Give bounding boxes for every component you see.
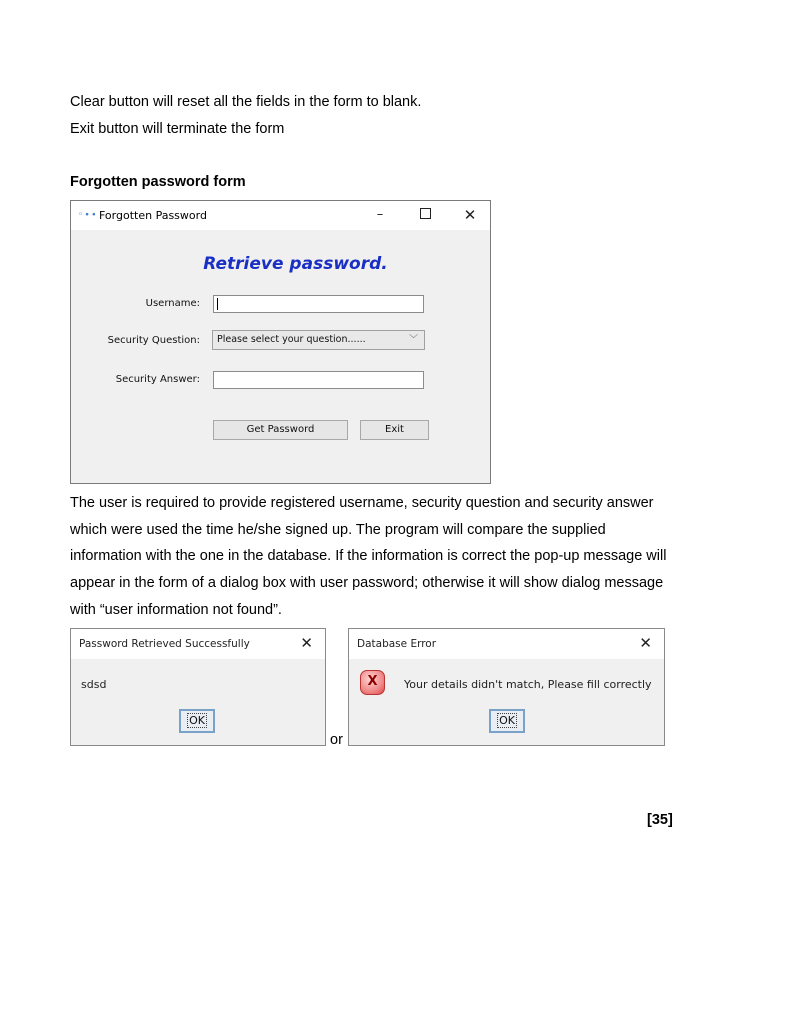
description-line-1: The user is required to provide registered username, security question and security answer bbox=[70, 495, 654, 511]
success-dialog bbox=[70, 628, 326, 746]
error-icon: X bbox=[360, 670, 385, 695]
close-icon[interactable]: ✕ bbox=[639, 634, 652, 652]
description-line-5: with “user information not found”. bbox=[70, 602, 282, 618]
text-caret bbox=[217, 298, 218, 310]
intro-line-2: Exit button will terminate the form bbox=[70, 121, 285, 137]
security-answer-label: Security Answer: bbox=[115, 374, 200, 385]
success-ok-button[interactable]: OK bbox=[179, 709, 215, 733]
success-dialog-titlebar bbox=[71, 629, 325, 659]
description-line-2: which were used the time he/she signed up. The program will compare the supplied bbox=[70, 522, 606, 538]
close-icon[interactable]: ✕ bbox=[300, 634, 313, 652]
security-answer-input[interactable] bbox=[213, 371, 424, 389]
exit-button[interactable]: Exit bbox=[360, 420, 429, 440]
window-title: Forgotten Password bbox=[99, 209, 207, 222]
maximize-button[interactable] bbox=[410, 205, 440, 225]
section-heading: Forgotten password form bbox=[70, 174, 246, 190]
description-line-3: information with the one in the database. If the information is correct the pop-up message will bbox=[70, 548, 667, 564]
or-text: or bbox=[330, 732, 343, 748]
java-icon: ◦∙∙ bbox=[78, 210, 98, 220]
success-dialog-title: Password Retrieved Successfully bbox=[79, 638, 250, 650]
marks-label: [35] bbox=[647, 812, 673, 828]
description-line-4: appear in the form of a dialog box with user password; otherwise it will show dialog message bbox=[70, 575, 664, 591]
error-dialog-titlebar bbox=[349, 629, 664, 659]
security-question-value: Please select your question...... bbox=[217, 334, 366, 345]
error-dialog bbox=[348, 628, 665, 746]
close-button[interactable]: ✕ bbox=[463, 206, 477, 224]
error-dialog-title: Database Error bbox=[357, 638, 437, 650]
chevron-down-icon: ﹀ bbox=[408, 335, 418, 345]
intro-line-1: Clear button will reset all the fields in the form to blank. bbox=[70, 94, 422, 110]
form-heading: Retrieve password. bbox=[203, 254, 388, 274]
error-message: Your details didn't match, Please fill correctly bbox=[404, 678, 652, 691]
maximize-icon bbox=[420, 208, 431, 219]
get-password-button[interactable]: Get Password bbox=[213, 420, 348, 440]
success-message: sdsd bbox=[81, 678, 107, 691]
username-input[interactable] bbox=[213, 295, 424, 313]
error-ok-button[interactable]: OK bbox=[489, 709, 525, 733]
security-question-label: Security Question: bbox=[107, 335, 200, 346]
forgotten-password-window bbox=[70, 200, 491, 484]
username-label: Username: bbox=[145, 298, 200, 309]
window-titlebar bbox=[71, 201, 490, 230]
security-question-select[interactable] bbox=[212, 330, 425, 350]
minimize-button[interactable]: – bbox=[376, 207, 384, 222]
